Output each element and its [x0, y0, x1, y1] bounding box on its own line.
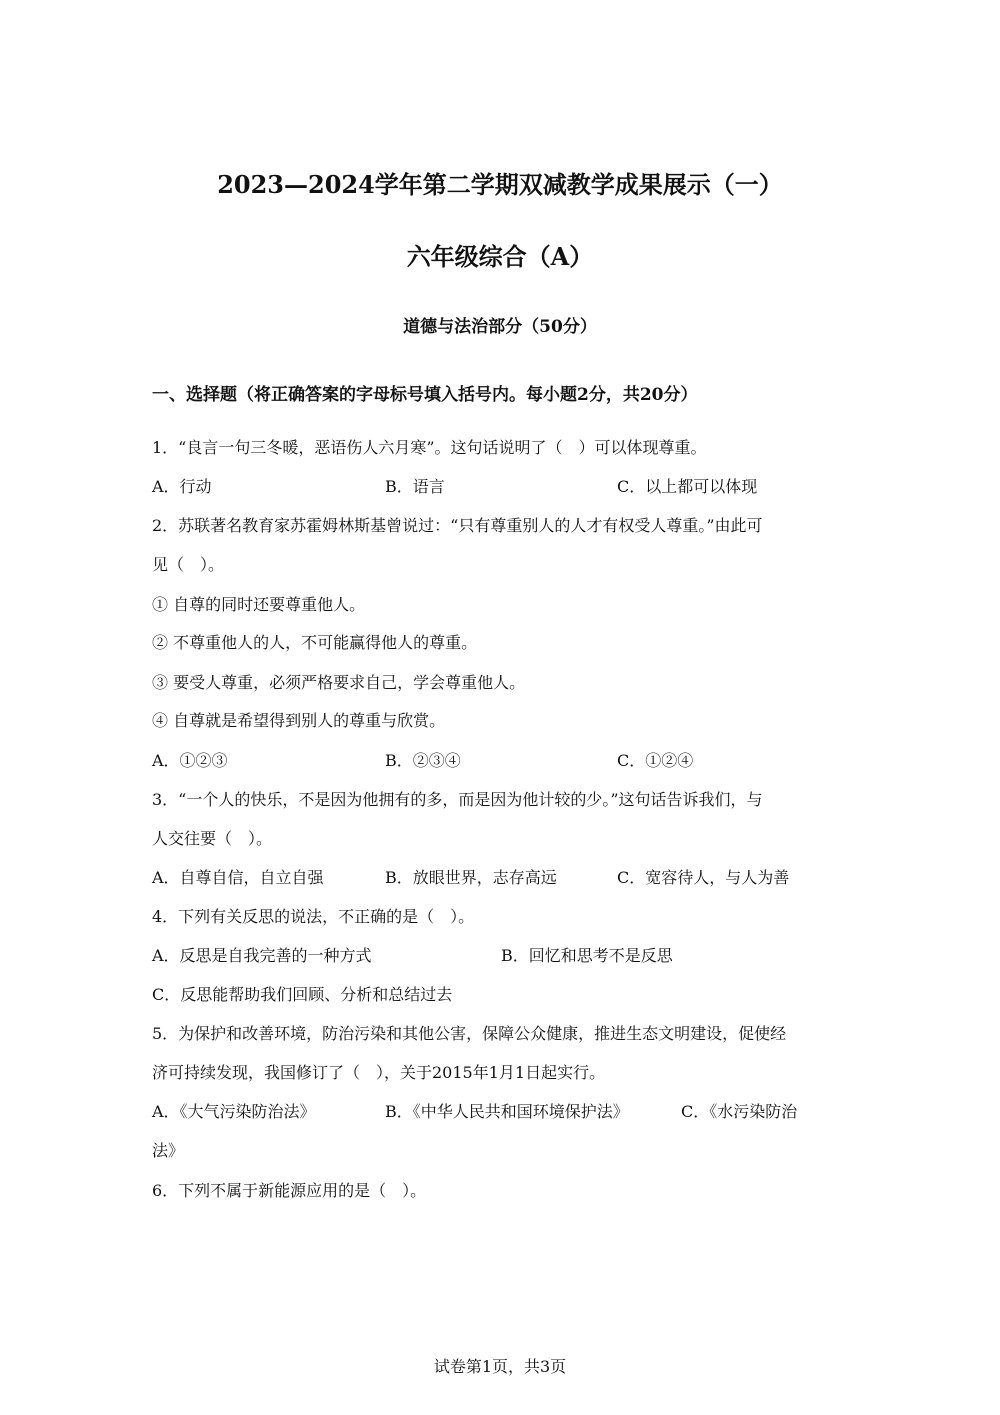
question-4-text: 4．下列有关反思的说法，不正确的是（ ）。 — [152, 907, 475, 926]
question-2-statement-2: ② 不尊重他人的人，不可能赢得他人的尊重。 — [152, 633, 478, 652]
question-3-text-cont: 人交往要（ ）。 — [152, 829, 273, 848]
page-footer: 试卷第1页，共3页 — [433, 1357, 567, 1376]
question-1-option-c: C．以上都可以体现 — [617, 477, 758, 496]
question-5-text: 5．为保护和改善环境，防治污染和其他公害，保障公众健康，推进生态文明建设，促使经 — [152, 1024, 787, 1043]
question-5-option-c: C．《水污染防治 — [681, 1102, 798, 1121]
part-title: 道德与法治部分（50分） — [403, 317, 597, 337]
question-2-option-b: B．②③④ — [385, 751, 461, 770]
question-2-text: 2．苏联著名教育家苏霍姆林斯基曾说过：“只有尊重别人的人才有权受人尊重。”由此可 — [152, 516, 763, 535]
question-2-option-c: C．①②④ — [617, 751, 694, 770]
exam-title: 2023—2024学年第二学期双减教学成果展示（一） — [217, 170, 783, 199]
question-2-statement-3: ③ 要受人尊重，必须严格要求自己，学会尊重他人。 — [152, 673, 526, 692]
question-2-text-cont: 见（ ）。 — [152, 555, 225, 574]
question-4-option-a: A．反思是自我完善的一种方式 — [152, 946, 372, 965]
question-3-text: 3．“一个人的快乐，不是因为他拥有的多，而是因为他计较的少。”这句话告诉我们，与 — [152, 790, 763, 809]
question-2-statement-4: ④ 自尊就是希望得到别人的尊重与欣赏。 — [152, 711, 446, 730]
question-2-option-a: A．①②③ — [152, 751, 228, 770]
question-6-text: 6．下列不属于新能源应用的是（ ）。 — [152, 1181, 427, 1200]
question-4-option-c: C．反思能帮助我们回顾、分析和总结过去 — [152, 985, 453, 1004]
question-5-option-b: B．《中华人民共和国环境保护法》 — [385, 1102, 629, 1121]
question-3-option-a: A．自尊自信，自立自强 — [152, 868, 324, 887]
section-heading: 一、选择题（将正确答案的字母标号填入括号内。每小题2分，共20分） — [152, 385, 698, 405]
question-5-text-cont: 济可持续发现，我国修订了（ ），关于2015年1月1日起实行。 — [152, 1063, 606, 1082]
question-1-text: 1．“良言一句三冬暖，恶语伤人六月寒”。这句话说明了（ ）可以体现尊重。 — [152, 438, 707, 457]
question-5-option-a: A．《大气污染防治法》 — [152, 1102, 316, 1121]
question-5-option-c-cont: 法》 — [152, 1141, 185, 1160]
question-1-option-b: B．语言 — [385, 477, 445, 496]
exam-grade-title: 六年级综合（A） — [406, 242, 594, 271]
question-3-option-c: C．宽容待人，与人为善 — [617, 868, 790, 887]
question-3-option-b: B．放眼世界，志存高远 — [385, 868, 557, 887]
question-1-option-a: A．行动 — [152, 477, 212, 496]
question-2-statement-1: ① 自尊的同时还要尊重他人。 — [152, 595, 366, 614]
question-4-option-b: B．回忆和思考不是反思 — [501, 946, 673, 965]
